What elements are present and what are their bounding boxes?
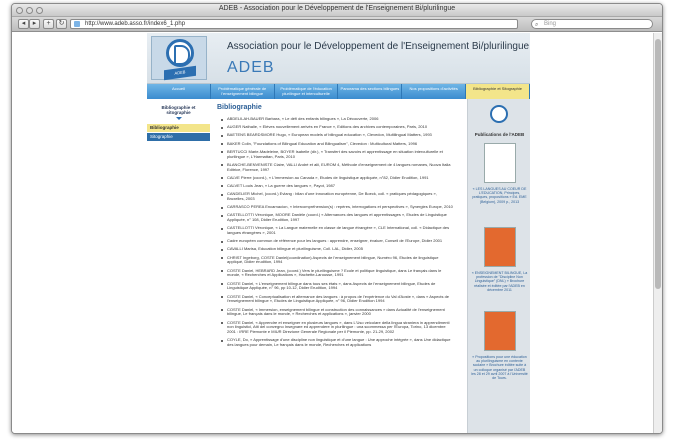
nav-item-problematique-plurilingue[interactable]: Problématique de l'éducation plurilingue et interculturelle [275,84,339,99]
site-acronym: ADEB [227,59,275,76]
browser-window [11,3,663,434]
book-cover-3[interactable] [484,311,516,351]
reload-button[interactable]: ↻ [56,19,67,29]
nav-item-problematique-bilingue[interactable]: Problématique générale de l'enseignement bilingue [211,84,275,99]
reference-item: ABDELILAH-BAUER Barbara, « Le défi des enfants bilingues », La Découverte, 2006 [217,117,453,122]
reference-item: Cadre européen commun de référence pour les langues : apprendre, enseigner, évaluer, Conseil de l'Europe, Didier 2001 [217,239,453,244]
book-cover-2[interactable] [484,227,516,267]
browser-toolbar [12,17,662,32]
reference-item: CARRASCO PEREA Encarnacion, « Intercompréhension(s) : repères, interrogations et perspectives », Synergies Europe, 2010 [217,205,453,210]
sidebar-item-sitographie[interactable]: Sitographie [147,133,210,141]
reference-item: AUGER Nathalie, « Elèves nouvellement arrivés en France », Editions des archives contemporaines, Paris, 2010 [217,125,453,130]
reference-item: CANDELIER Michel, (coord.) Evlang : bilan d'une innovation européenne, De Boeck, coll. « pratiques pédagogiques », Bruxelles, 2003 [217,192,453,202]
reference-item: COSTE Daniel, HEBRARD Jean, (coord.) Vers le plurilinguisme ? Ecole et politique linguistique, dans Le français dans le monde, « Recherches et Applications », Hachette-Larousse, 1991 [217,269,453,279]
sidebar [147,104,210,142]
main-nav [147,84,530,99]
nav-item-propositions[interactable]: Nos propositions d'activités [402,84,466,99]
book-cover-1[interactable] [484,143,516,183]
favicon-icon [74,21,80,27]
adeb-logo[interactable] [151,36,207,80]
reference-item: CHRIST Ingeborg, COSTE Daniel(coordination) Aspects de l'enseignement bilingue, Numéro 96, Etudes de linguistique appliqué, Didier érudition, 1994 [217,256,453,266]
reference-item: BERTUCCI Marie-Madeleine, BOYER Isabelle (dir.), « Transfert des savoirs et apprentissage en situation interculturelle et plurilingue », L'Harmattan, Paris, 2010 [217,150,453,160]
forward-button[interactable]: ▸ [29,19,40,29]
window-title: ADEB - Association pour le Développement de l'Enseignement Bi/plurilingue [218,5,456,12]
site-title: Association pour le Développement de l'Enseignement Bi/plurilingue [227,41,530,52]
reference-item: BAETENS BEARDSMORE Hugo, « European models of bilingual education », Clevedon, Multilingual Matters, 1993 [217,133,453,138]
book-caption-3[interactable]: « Propositions pour une éducation au plurilinguisme en contexte scolaire » Brochure éditée suite à un colloque organisé par l'ADEB les 28 et 29 avril 2007 à l'Université de Tours. [471,355,528,381]
nav-item-accueil[interactable]: Accueil [147,84,211,99]
address-bar-text: http://www.adeb.asso.fr/index6_1.php [85,21,186,27]
logo-b-icon [166,39,194,67]
add-bookmark-button[interactable]: + [43,19,54,29]
reference-item: BAKER Colin, "Foundations of Bilingual Education and Bilingualism", Clevedon : Multicultural Matters, 1996 [217,142,453,147]
page-viewport [12,33,662,433]
nav-item-panorama[interactable]: Panorama des sections bilingues [338,84,402,99]
logo-text: ADEB [174,69,186,76]
page-title: Bibliographie [217,104,262,111]
reference-item: COSTE Daniel, « L'enseignement bilingue dans tous ses états », dans Aspects de l'enseignement bilingue, Etudes de Linguistique Appliquée, n° 96, pp 10-12, Didier Erudition, 1994 [217,282,453,292]
title-bar [12,4,662,17]
site-header [147,33,530,84]
search-icon: ⌕ [535,22,539,28]
reference-item: COYLE, Do, « Apprentissage d'une discipline non linguistique et d'une langue : Une approche intégrée », dans Une didactique des langues pour demain, Le français dans le monde, Recherches et applications [217,338,453,348]
reference-item: CASTELLOTTI Véronique, MOORE Danièle (coord.) « Alternances des langues et apprentissages », Etudes de Linguistique Appliquée, n° 108, Didier Erudition, 1997 [217,213,453,223]
reference-item: BLANCHE-BENVENISTE Claire, VALLI André et alii, EUROM 4, Méthode d'enseignement de 4 langues romanes, Nuova Italia Editrice, Florence, 1997 [217,163,453,173]
reference-list [217,117,461,348]
address-bar[interactable] [70,19,518,29]
main-content [217,104,461,351]
reference-item: COSTE Daniel, « Conceptualisation et alternance des langues : à propos de l'expérience du Val d'Aoste », dans « Aspects de l'enseignement bilingue », Etudes de Linguistique Appliquée, n° 96, Didier Erudition 1994 [217,295,453,305]
book-caption-2[interactable]: « ENSEIGNEMENT BILINGUE, La profession de "Discipline Non Linguistique" (DNL) » Brochure réalisée et éditée par l'ADEB en décembre 2011 [471,271,528,292]
reference-item: CALVE Pierre (coord.), « L'immersion au Canada », Etudes de linguistique appliquée, n°82, Didier Erudition, 1991 [217,176,453,181]
nav-item-bibliographie[interactable]: Bibliographie et Sitographie [466,84,530,99]
back-button[interactable]: ◂ [18,19,29,29]
reference-item: COSTE Daniel, « Apprendre et enseigner en plusieurs langues », dans L'Uso veicolare della lingua straniera in apprendimenti non linguistici, Atti del convegno Insegnare ed apprendere in plurilingue : una scommessa per l'Europa, Torino, 13 dicembre 2001 : IRRE Piemonte e MIUR Direzione Generale Regionale per il Piemonte, pp. 21-29, 2002 [217,321,453,335]
reference-item: CASTELLOTTI Véronique, « La Langue maternelle en classe de langue étrangère », CLE International, coll. « Didactique des langues étrangères », 2001 [217,226,453,236]
sidebar-heading: Bibliographie et sitographie [161,105,196,115]
search-placeholder: Bing [544,21,557,27]
reference-item: COSTE Daniel, « Immersion, enseignement bilingue et construction des connaissances » dans Actualité de l'enseignement bilingue, Le français dans le monde, « Recherches et applications », janvier 2000 [217,308,453,318]
reference-item: CALVET Louis Jean, « La guerre des langues », Payot, 1987 [217,184,453,189]
web-page [147,33,530,433]
publications-column [467,99,530,433]
adeb-small-logo-icon [490,105,508,123]
down-arrow-icon [176,117,182,120]
book-caption-1[interactable]: « LES LANGUES AU COEUR DE L'EDUCATION, Principes, pratiques, propositions » Ed. EME (Belgium), 2009 p., 2013 [472,187,527,204]
reference-item: CAVALLI Marisa, Education bilingue et plurilinguisme, Coll. LAL, Didier, 2005 [217,247,453,252]
search-field[interactable] [531,19,653,29]
scrollbar-thumb[interactable] [655,39,661,289]
sidebar-item-bibliographie[interactable]: Bibliographie [147,124,210,132]
publications-heading: Publications de l'ADEB [474,132,525,137]
vertical-scrollbar[interactable] [653,33,662,433]
